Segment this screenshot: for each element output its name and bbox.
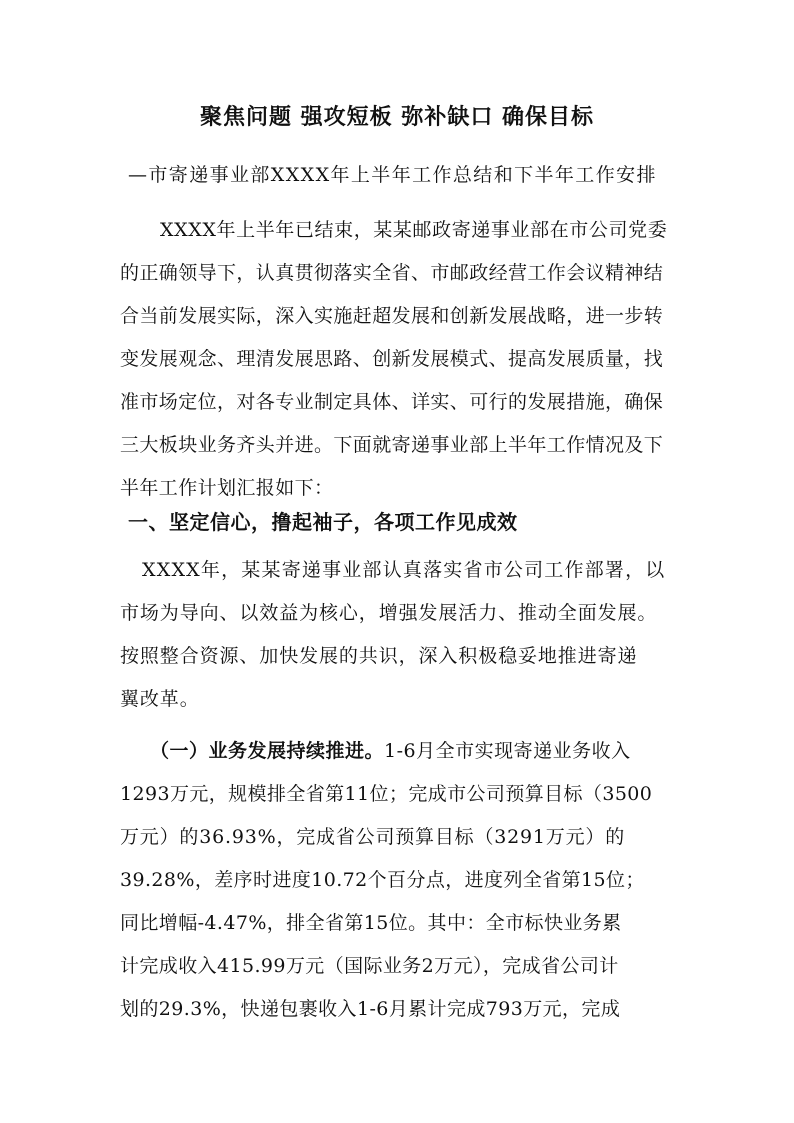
intro-line: XXXX年上半年已结束，某某邮政寄递事业部在市公司党委	[160, 219, 668, 241]
intro-line: 三大板块业务齐头并进。下面就寄递事业部上半年工作情况及下	[120, 434, 664, 456]
document-title: 聚焦问题 强攻短板 弥补缺口 确保目标	[200, 104, 594, 130]
section-line: 按照整合资源、加快发展的共识，深入积极稳妥地推进寄递	[120, 645, 638, 667]
subsection-line: 计完成收入415.99万元（国际业务2万元），完成省公司计	[120, 955, 619, 977]
intro-line: 变发展观念、理清发展思路、创新发展模式、提高发展质量，找	[120, 348, 664, 370]
section-line: 翼改革。	[120, 688, 200, 710]
subsection-heading: （一）业务发展持续推进。	[150, 740, 385, 762]
document-subtitle: —市寄递事业部XXXX年上半年工作总结和下半年工作安排	[128, 164, 657, 186]
section-line: XXXX年，某某寄递事业部认真落实省市公司工作部署，以	[142, 559, 666, 581]
intro-line: 合当前发展实际，深入实施赶超发展和创新发展战略，进一步转	[120, 305, 664, 327]
subsection-line: 同比增幅-4.47%，排全省第15位。其中：全市标快业务累	[120, 912, 622, 934]
subsection-line: 划的29.3%，快递包裹收入1-6月累计完成793万元，完成	[120, 998, 621, 1020]
intro-line: 半年工作计划汇报如下：	[120, 477, 334, 499]
subsection-line: 39.28%，差序时进度10.72个百分点，进度列全省第15位；	[120, 869, 645, 891]
section-line: 市场为导向、以效益为核心，增强发展活力、推动全面发展。	[120, 602, 658, 624]
intro-line: 的正确领导下，认真贯彻落实全省、市邮政经营工作会议精神结	[120, 262, 664, 284]
intro-line: 准市场定位，对各专业制定具体、详实、可行的发展措施，确保	[120, 391, 664, 413]
subsection-line: 万元）的36.93%，完成省公司预算目标（3291万元）的	[120, 826, 626, 848]
subsection-line	[150, 739, 631, 763]
subsection-line: 1293万元，规模排全省第11位；完成市公司预算目标（3500	[120, 783, 653, 805]
subsection-text: 1-6月全市实现寄递业务收入	[384, 740, 631, 762]
section-heading: 一、坚定信心，撸起袖子，各项工作见成效	[128, 510, 518, 534]
